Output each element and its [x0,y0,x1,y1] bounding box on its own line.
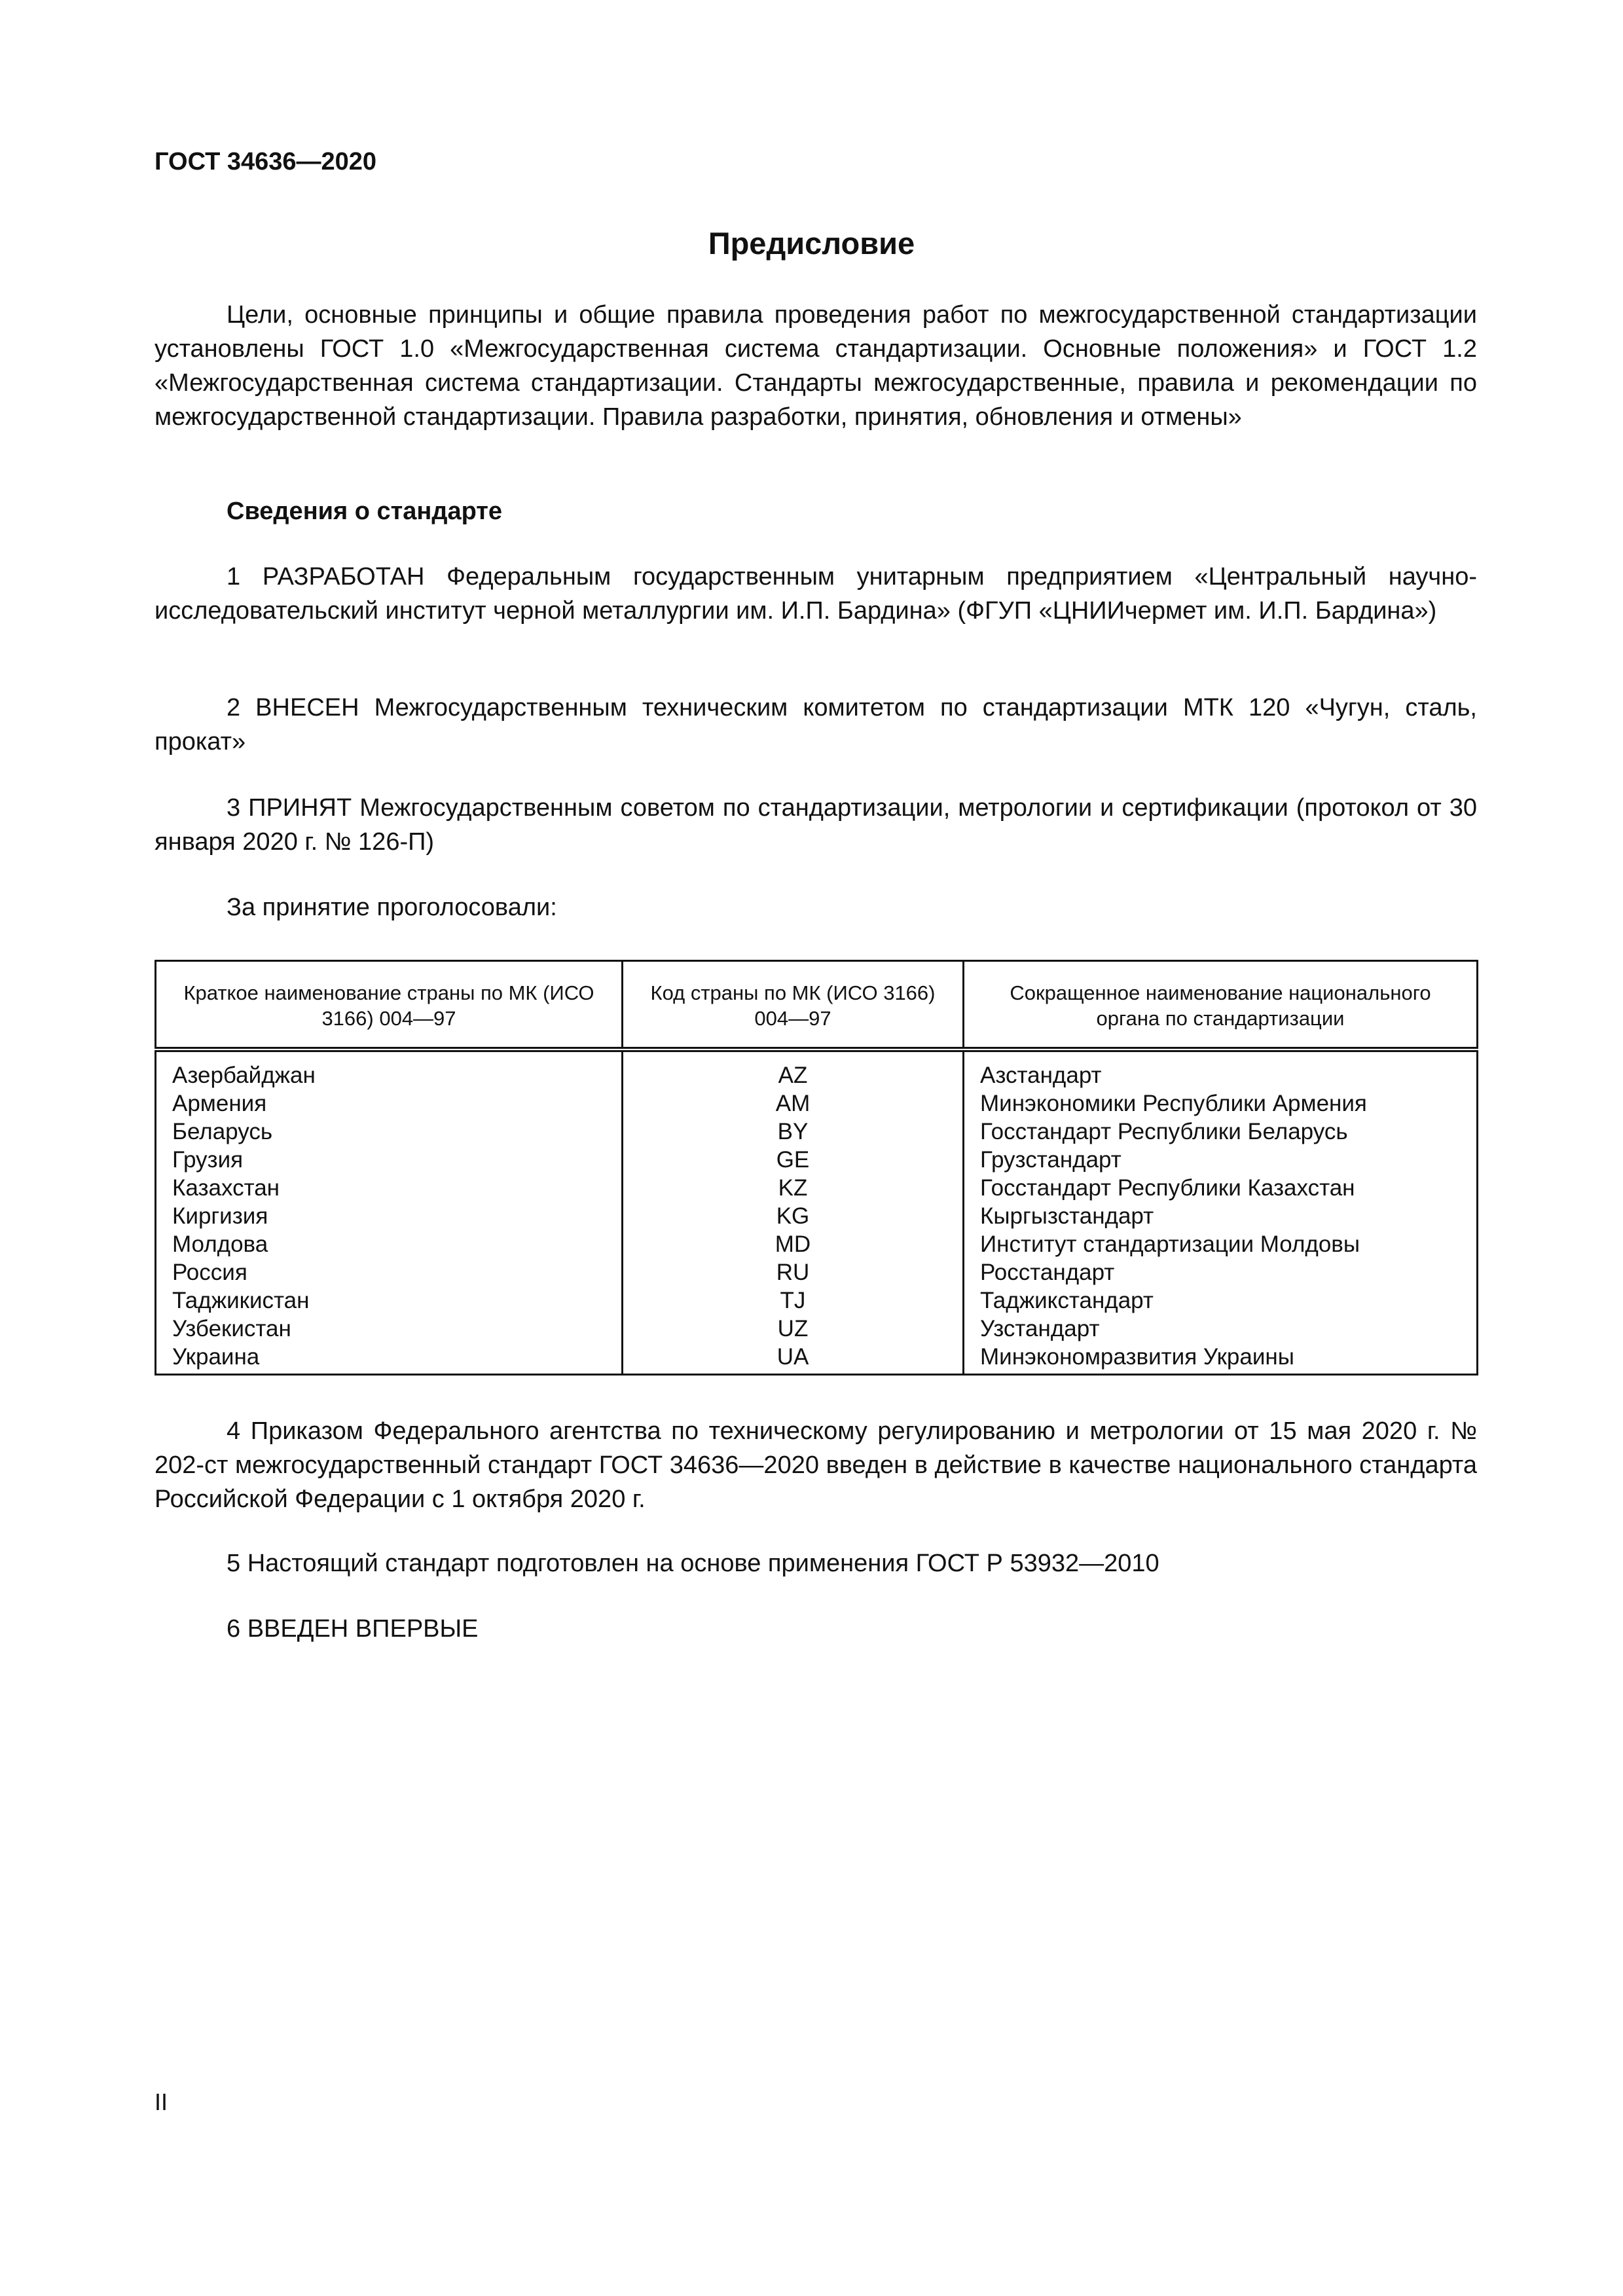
country-name: Армения [156,1089,623,1118]
item-1: 1 РАЗРАБОТАН Федеральным государственным унитарным предприятием «Центральный научно-исследовательский институт черной металлургии им. И.П. Бардина» (ФГУП «ЦНИИчермет им. И.П. Бардина») [155,563,1477,625]
table-row [156,1202,1478,1230]
country-code: UA [623,1343,964,1375]
standards-body: Госстандарт Республики Беларусь [964,1118,1478,1146]
country-code: MD [623,1230,964,1258]
table-row [156,1230,1478,1258]
members-table [155,960,1478,1376]
country-name: Украина [156,1343,623,1375]
standards-body: Госстандарт Республики Казахстан [964,1174,1478,1202]
country-code: KG [623,1202,964,1230]
country-name: Казахстан [156,1174,623,1202]
header-country-code: Код страны по МК (ИСО 3166) 004—97 [623,961,964,1050]
table-row [156,1286,1478,1315]
country-code: GE [623,1146,964,1174]
table-row [156,1315,1478,1343]
item-6: 6 ВВЕДЕН ВПЕРВЫЕ [227,1615,479,1643]
table-row [156,1343,1478,1375]
section-title: Сведения о стандарте [227,498,503,525]
country-code: TJ [623,1286,964,1315]
table-header-row [156,961,1478,1050]
page-title: Предисловие [708,226,915,261]
country-code: UZ [623,1315,964,1343]
country-name: Азербайджан [156,1049,623,1089]
country-code: AZ [623,1049,964,1089]
standards-body: Минэкономразвития Украины [964,1343,1478,1375]
country-name: Грузия [156,1146,623,1174]
country-code: KZ [623,1174,964,1202]
country-code: BY [623,1118,964,1146]
country-name: Таджикистан [156,1286,623,1315]
country-code: AM [623,1089,964,1118]
header-country-name: Краткое наименование страны по МК (ИСО 3166) 004—97 [156,961,623,1050]
standards-body: Узстандарт [964,1315,1478,1343]
table-row [156,1146,1478,1174]
table-row [156,1118,1478,1146]
document-header: ГОСТ 34636—2020 [155,148,377,175]
item-4: 4 Приказом Федерального агентства по техническому регулированию и метрологии от 15 мая 2020 г. № 202-ст межгосударственный стандарт ГОСТ 34636—2020 введен в действие в качестве национального стандарта Российской Федерации с 1 октября 2020 г. [155,1417,1477,1513]
item-3: 3 ПРИНЯТ Межгосударственным советом по стандартизации, метрологии и сертификации (протокол от 30 января 2020 г. № 126-П) [155,794,1477,856]
item-2: 2 ВНЕСЕН Межгосударственным техническим комитетом по стандартизации МТК 120 «Чугун, сталь, прокат» [155,694,1477,756]
table-row [156,1174,1478,1202]
standards-body: Азстандарт [964,1049,1478,1089]
country-code: RU [623,1258,964,1286]
country-name: Киргизия [156,1202,623,1230]
page-number: II [155,2088,168,2115]
country-name: Молдова [156,1230,623,1258]
item-5: 5 Настоящий стандарт подготовлен на основе применения ГОСТ Р 53932—2010 [227,1550,1159,1577]
table-row [156,1049,1478,1089]
country-name: Беларусь [156,1118,623,1146]
standards-body: Грузстандарт [964,1146,1478,1174]
standards-body: Кыргызстандарт [964,1202,1478,1230]
standards-body: Таджикстандарт [964,1286,1478,1315]
standards-body: Минэкономики Республики Армения [964,1089,1478,1118]
table-row [156,1258,1478,1286]
table-row [156,1089,1478,1118]
header-standards-body: Сокращенное наименование национального органа по стандартизации [964,961,1478,1050]
standards-body: Институт стандартизации Молдовы [964,1230,1478,1258]
intro-paragraph: Цели, основные принципы и общие правила проведения работ по межгосударственной стандартизации установлены ГОСТ 1.0 «Межгосударственная система стандартизации. Основные положения» и ГОСТ 1.2 «Межгосударственная система стандартизации. Стандарты межгосударственные, правила и рекомендации по межгосударственной стандартизации. Правила разработки, принятия, обновления и отмены» [155,301,1477,431]
country-name: Россия [156,1258,623,1286]
standards-body: Росстандарт [964,1258,1478,1286]
country-name: Узбекистан [156,1315,623,1343]
vote-label: За принятие проголосовали: [227,894,557,921]
